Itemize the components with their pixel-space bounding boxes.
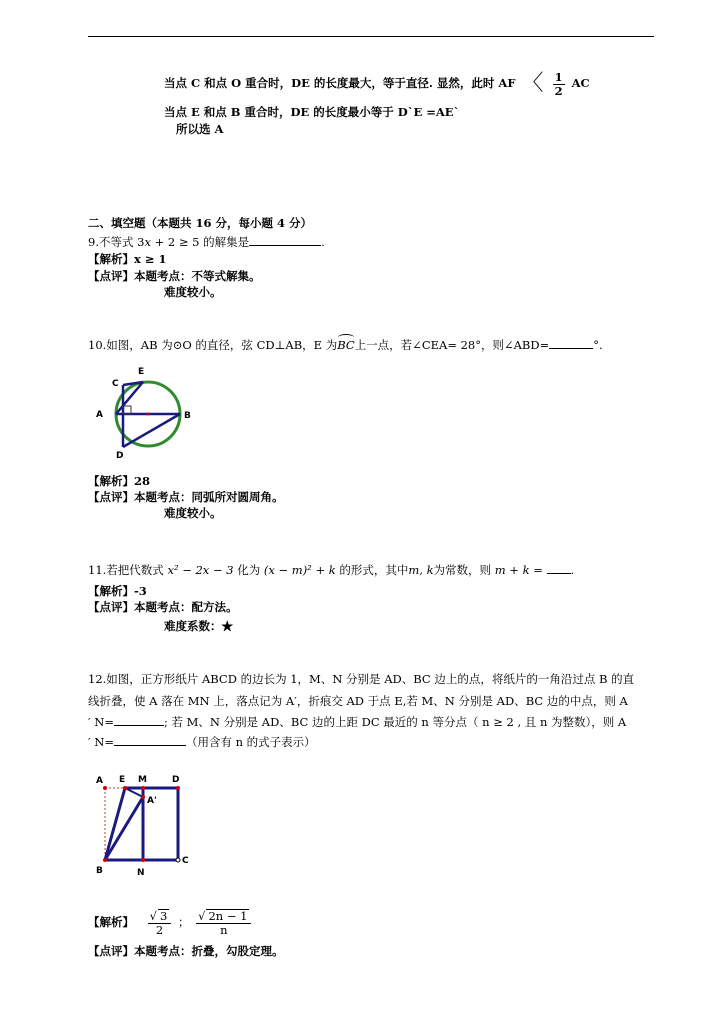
section-heading: 二、填空题（本题共 16 分，每小题 4 分） [88, 216, 313, 230]
label-a-prime: A' [147, 796, 157, 806]
label-c: C [112, 379, 119, 389]
arc-bc-symbol: BC [337, 338, 355, 352]
q9-answer-blank [249, 235, 321, 246]
q9-stem: 9.不等式 3x + 2 ≥ 5 的解集是 . [88, 235, 325, 249]
q9-analysis: 【解析】x ≥ 1 [88, 252, 167, 266]
q12-answer-blank-2 [114, 735, 186, 746]
point-e [123, 786, 127, 790]
point-m [141, 786, 145, 790]
point-a-prime [141, 795, 145, 799]
q10-stem: 10.如图，AB 为⊙O 的直径，弦 CD⊥AB，E 为BC上一点，若∠CEA= 28°，则∠ABD= °. [88, 338, 603, 352]
segment-bd [123, 414, 180, 447]
label-m: M [138, 775, 147, 785]
label-a: A [96, 776, 103, 786]
label-e: E [119, 775, 126, 785]
q12-line-2: 线折叠，使 A 落在 MN 上，落点记为 A′，折痕交 AD 于点 E,若 M、N 分别是 AD、BC 边的中点，则 A [88, 694, 628, 708]
fraction-half: $\frac{1}{2}$ [554, 69, 563, 98]
q11-answer-blank [547, 563, 571, 574]
solution-line-3: 所以选 A [176, 122, 224, 136]
label-b: B [96, 866, 103, 876]
solution-line-1: 当点 C 和点 O 重合时，DE 的长度最大，等于直径. 显然，此时 AF 〈 $\frac{1}{2}$ AC [164, 69, 590, 98]
point-a [103, 786, 107, 790]
point-c [176, 858, 180, 862]
q11-analysis: 【解析】-3 [88, 584, 147, 598]
q12-answer-blank-1 [114, 715, 164, 726]
label-e: E [138, 367, 145, 377]
q11-comment: 【点评】本题考点：配方法。 [88, 600, 238, 614]
header-rule [88, 36, 654, 37]
fold-line-be [105, 788, 125, 860]
segment-ba-prime [105, 797, 143, 860]
point-n [141, 858, 145, 862]
answer-fraction-1: $\frac{√ 3}{2}$ [148, 909, 172, 936]
q10-analysis: 【解析】28 [88, 474, 151, 488]
q12-line-4: ′ N= （用含有 n 的式子表示） [88, 735, 316, 749]
q10-difficulty: 难度较小。 [164, 506, 222, 520]
q10-comment: 【点评】本题考点：同弧所对圆周角。 [88, 490, 284, 504]
q12-line-3: ′ N= ; 若 M、N 分别是 AD、BC 边的上距 DC 最近的 n 等分点（ n ≥ 2 , 且 n 为整数），则 A [88, 715, 627, 729]
point-d [176, 786, 180, 790]
q11-difficulty: 难度系数：★ [164, 619, 233, 633]
label-d: D [172, 775, 180, 785]
solution-line-2: 当点 E 和点 B 重合时，DE 的长度最小等于 D`E =AE` [164, 105, 460, 119]
answer-fraction-2: $\frac{√ 2n - 1}{n}$ [196, 909, 251, 936]
q9-comment: 【点评】本题考点：不等式解集。 [88, 269, 261, 283]
q9-difficulty: 难度较小。 [164, 285, 222, 299]
q12-line-1: 12.如图，正方形纸片 ABCD 的边长为 1，M、N 分别是 AD、BC 边上的点，将纸片的一角沿过点 B 的直 [88, 672, 635, 686]
q10-answer-blank [549, 338, 593, 349]
angle-bracket-symbol: 〈 [521, 71, 544, 96]
q10-circle-figure [90, 362, 200, 460]
q12-square-figure [90, 770, 200, 880]
label-n: N [137, 868, 145, 878]
label-b: B [184, 411, 191, 421]
q12-analysis: 【解析】 $\frac{√ 3}{2}$ ； $\frac{√ 2n - 1}{n}$ [88, 907, 254, 937]
label-d: D [116, 451, 124, 460]
label-c: C [182, 856, 189, 866]
point-b [103, 858, 107, 862]
q11-stem: 11.若把代数式 x² − 2x − 3 化为 (x − m)² + k 的形式，其中m, k为常数，则 m + k = . [88, 563, 575, 577]
center-o-dot [147, 413, 150, 416]
label-a: A [96, 410, 103, 420]
q12-comment: 【点评】本题考点：折叠，勾股定理。 [88, 944, 284, 958]
